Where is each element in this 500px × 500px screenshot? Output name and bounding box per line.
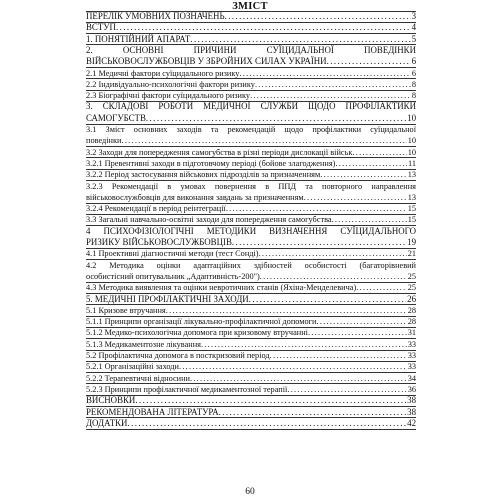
toc-title: ЗМІСТ bbox=[232, 1, 268, 12]
dot-leader bbox=[332, 214, 407, 225]
toc-entry-page: 11 bbox=[408, 158, 416, 168]
toc-entry-text: 4.1 Проективні діагностичні методи (тест Сонді) bbox=[86, 249, 259, 259]
toc-entry-text: 3.2.2 Період застосування військових підрозділів за призначенням bbox=[86, 170, 321, 180]
dot-leader bbox=[250, 90, 411, 101]
toc-entry-page: 8 bbox=[411, 91, 416, 101]
toc-entry[interactable] bbox=[86, 248, 416, 259]
toc-entry[interactable] bbox=[86, 169, 416, 180]
toc-entry-text: ДОДАТКИ bbox=[86, 417, 128, 428]
toc-entry-text: 5. МЕДИЧНІ ПРОФІЛАКТИЧНІ ЗАХОДИ bbox=[86, 293, 249, 304]
toc-entry-page: 19 bbox=[407, 236, 416, 247]
toc-entry-page: 13 bbox=[407, 170, 416, 180]
toc-entry[interactable] bbox=[86, 384, 416, 395]
toc-entry-text: 4 ПСИХОФІЗІОЛОГІЧНІ МЕТОДИКИ ВИЗНАЧЕННЯ СУЇЦИДАЛЬНОГО bbox=[86, 225, 416, 236]
toc-entry-text: 4.2 Методика оцінки адаптаційних здібностей особистості (багаторівневий bbox=[86, 260, 416, 270]
toc-entry-page: 42 bbox=[407, 417, 416, 428]
toc-entry[interactable] bbox=[86, 45, 416, 68]
toc-entry-text: 5.1.2 Медико-психологічна допомога при кризовому втручанні bbox=[86, 328, 308, 338]
toc-entry-text: 5.2.1 Організаційні заходи bbox=[86, 362, 179, 372]
toc-entry-page: 28 bbox=[407, 317, 416, 327]
dot-leader bbox=[166, 305, 407, 316]
toc-entry-text: поведінки bbox=[86, 136, 122, 146]
dot-leader bbox=[146, 113, 406, 124]
toc-entry[interactable] bbox=[86, 226, 416, 249]
row-divider bbox=[86, 429, 416, 430]
dot-leader bbox=[239, 68, 410, 79]
toc-entry-text: РЕКОМЕНДОВАНА ЛІТЕРАТУРА bbox=[86, 406, 219, 417]
dot-leader bbox=[135, 395, 406, 406]
toc-entry-text: 5.1.1 Принципи організації лікувально-профілактичної допомоги bbox=[86, 317, 317, 327]
toc-entry-page: 33 bbox=[407, 362, 416, 372]
dot-leader bbox=[352, 147, 406, 158]
toc-entry-page: 15 bbox=[407, 215, 416, 225]
toc-entry[interactable] bbox=[86, 350, 416, 361]
toc-entry[interactable] bbox=[86, 203, 416, 214]
dot-leader bbox=[327, 56, 411, 67]
toc-entry-page: 28 bbox=[407, 305, 416, 315]
dot-leader bbox=[308, 327, 407, 338]
toc-entry[interactable] bbox=[86, 147, 416, 158]
toc-entry-text: 5.2.3 Принципи профілактичної медикаментозної терапії bbox=[86, 384, 288, 394]
toc-entry-page: 8 bbox=[411, 79, 416, 89]
toc-entry[interactable] bbox=[86, 327, 416, 338]
dot-leader bbox=[304, 192, 407, 203]
dot-leader bbox=[255, 79, 411, 90]
toc-entry[interactable] bbox=[86, 316, 416, 327]
toc-entry-page: 25 bbox=[407, 271, 416, 281]
toc-entry[interactable] bbox=[86, 34, 416, 45]
toc-entry[interactable] bbox=[86, 282, 416, 293]
toc-entry-text: ВИСНОВКИ bbox=[86, 395, 136, 406]
toc-entry-text: 3.2.1 Превентивні заходи в підготовчому періоді (бойове злагодження) bbox=[86, 158, 336, 168]
toc-entry-text: 5.1 Кризове втручання bbox=[86, 305, 166, 315]
toc-entry[interactable] bbox=[86, 294, 416, 305]
toc-entry[interactable] bbox=[86, 339, 416, 350]
toc-entry[interactable] bbox=[86, 158, 416, 169]
toc-entry-page: 10 bbox=[407, 136, 416, 146]
dot-leader bbox=[335, 158, 407, 169]
dot-leader bbox=[201, 339, 407, 350]
dot-leader bbox=[225, 11, 411, 22]
dot-leader bbox=[190, 373, 407, 384]
dot-leader bbox=[226, 203, 407, 214]
toc-entry-page: 15 bbox=[407, 204, 416, 214]
toc-entry-text: 4.3 Методика виявлення та оцінки невротичних станів (Яхіна-Менделевича) bbox=[86, 283, 357, 293]
toc-entry-page: 10 bbox=[407, 147, 416, 157]
dot-leader bbox=[270, 350, 407, 361]
toc-entry[interactable] bbox=[86, 22, 416, 33]
toc-entry-page: 5 bbox=[411, 33, 416, 44]
toc-entry-text: 2.1 Медичні фактори суїцидального ризику bbox=[86, 68, 240, 78]
toc-entry-text: особистісний опитувальник „Адаптивність-200") bbox=[86, 271, 260, 281]
toc-entry[interactable] bbox=[86, 101, 416, 124]
page-number: 60 bbox=[245, 487, 255, 497]
toc-entry-page: 31 bbox=[407, 328, 416, 338]
toc-entry-page: 10 bbox=[407, 112, 416, 123]
toc-entry-text: ПЕРЕЛІК УМОВНИХ ПОЗНАЧЕНЬ bbox=[86, 11, 225, 21]
toc-entry-page: 36 bbox=[407, 384, 416, 394]
dot-leader bbox=[116, 22, 411, 33]
toc-entry[interactable] bbox=[86, 124, 416, 147]
toc-entry-text: 3.3 Загальні навчально-освітні заходи для попередження самогубства bbox=[86, 215, 332, 225]
dot-leader bbox=[317, 316, 407, 327]
toc-entry-page: 26 bbox=[407, 293, 416, 304]
toc-entry-page: 33 bbox=[407, 351, 416, 360]
toc-entry-page: 3 bbox=[411, 11, 416, 21]
toc-entry-page: 33 bbox=[407, 339, 416, 349]
toc-entry-page: 38 bbox=[407, 406, 416, 417]
toc-entry[interactable] bbox=[86, 90, 416, 101]
dot-leader bbox=[219, 407, 407, 418]
dot-leader bbox=[260, 271, 407, 282]
toc-entry-text: 2. ОСНОВНІ ПРИЧИНИ СУЇЦИДАЛЬНОЇ ПОВЕДІНКИ bbox=[86, 44, 416, 55]
toc-entry[interactable] bbox=[86, 260, 416, 283]
dot-leader bbox=[320, 169, 406, 180]
dot-leader bbox=[179, 361, 407, 372]
toc-entry-text: 2.3 Біографічні фактори суїцидального ризику bbox=[86, 91, 251, 101]
toc-entry[interactable] bbox=[86, 373, 416, 384]
toc-entry-text: РИЗИКУ ВІЙСЬКОВОСЛУЖБОВЦІВ bbox=[86, 236, 232, 247]
toc-entry-page: 4 bbox=[411, 22, 416, 33]
toc-entry[interactable] bbox=[86, 395, 416, 406]
toc-entry-text: 3.2.3 Рекомендації в умовах повернення в ППД та повторного направлення bbox=[86, 181, 416, 191]
dot-leader bbox=[121, 135, 406, 146]
toc-entry-text: 2.2 Індивідуально-психологічні фактори ризику bbox=[86, 79, 255, 89]
toc-entry[interactable] bbox=[86, 305, 416, 316]
dot-leader bbox=[249, 294, 406, 305]
toc-entry[interactable] bbox=[86, 214, 416, 225]
dot-leader bbox=[190, 34, 410, 45]
dot-leader bbox=[356, 282, 406, 293]
toc-entry-page: 6 bbox=[411, 68, 416, 78]
toc-entry-text: САМОГУБСТВ bbox=[86, 112, 146, 123]
toc-entry-text: 5.1.3 Медикаментозне лікування bbox=[86, 339, 201, 349]
toc-entry-text: ВСТУП bbox=[86, 22, 116, 33]
toc-entry[interactable] bbox=[86, 68, 416, 79]
toc-entry-page: 13 bbox=[407, 192, 416, 202]
dot-leader bbox=[127, 418, 406, 429]
toc-entry[interactable] bbox=[86, 11, 416, 22]
toc-entry-text: 3.2 Заходи для попередження самогубства в різні періоди дислокації військ bbox=[86, 147, 353, 157]
toc-entry[interactable] bbox=[86, 181, 416, 204]
dot-leader bbox=[259, 248, 407, 259]
dot-leader bbox=[232, 237, 406, 248]
toc-entry[interactable] bbox=[86, 361, 416, 372]
toc-entry-text: 3. СКЛАДОВІ РОБОТИ МЕДИЧНОЇ СЛУЖБИ ЩОДО ПРОФІЛАКТИКИ bbox=[86, 101, 416, 112]
toc-entry-page: 34 bbox=[407, 373, 416, 383]
row-divider bbox=[86, 11, 416, 12]
toc-entry-page: 21 bbox=[407, 249, 416, 259]
dot-leader bbox=[287, 384, 406, 395]
toc-entry-text: ВІЙСЬКОВОСЛУЖБОВЦІВ У ЗБРОЙНИХ СИЛАХ УКРАЇНИ bbox=[86, 56, 327, 67]
toc-entry[interactable] bbox=[86, 418, 416, 429]
toc-entry-page: 38 bbox=[407, 395, 416, 406]
toc-entry-page: 6 bbox=[411, 56, 416, 67]
toc-entry[interactable] bbox=[86, 407, 416, 418]
toc-entry[interactable] bbox=[86, 79, 416, 90]
toc-entry-text: військовослужбовців для виконання завдань за призначенням bbox=[86, 192, 304, 202]
toc-entry-text: 3.1 Зміст основних заходів та рекомендацій щодо профілактики суїцидальної bbox=[86, 125, 416, 134]
toc-entry-page: 25 bbox=[407, 283, 416, 293]
toc-entry-text: 3.2.4 Рекомендації в період реінтеграції bbox=[86, 204, 226, 214]
toc-entry-text: 5.2 Профілактична допомога в посткризовий період bbox=[86, 351, 270, 360]
toc-entry-text: 1. ПОНЯТІЙНИЙ АПАРАТ bbox=[86, 33, 191, 44]
toc-entry-text: 5.2.2 Терапевтичні відносини bbox=[86, 373, 190, 383]
